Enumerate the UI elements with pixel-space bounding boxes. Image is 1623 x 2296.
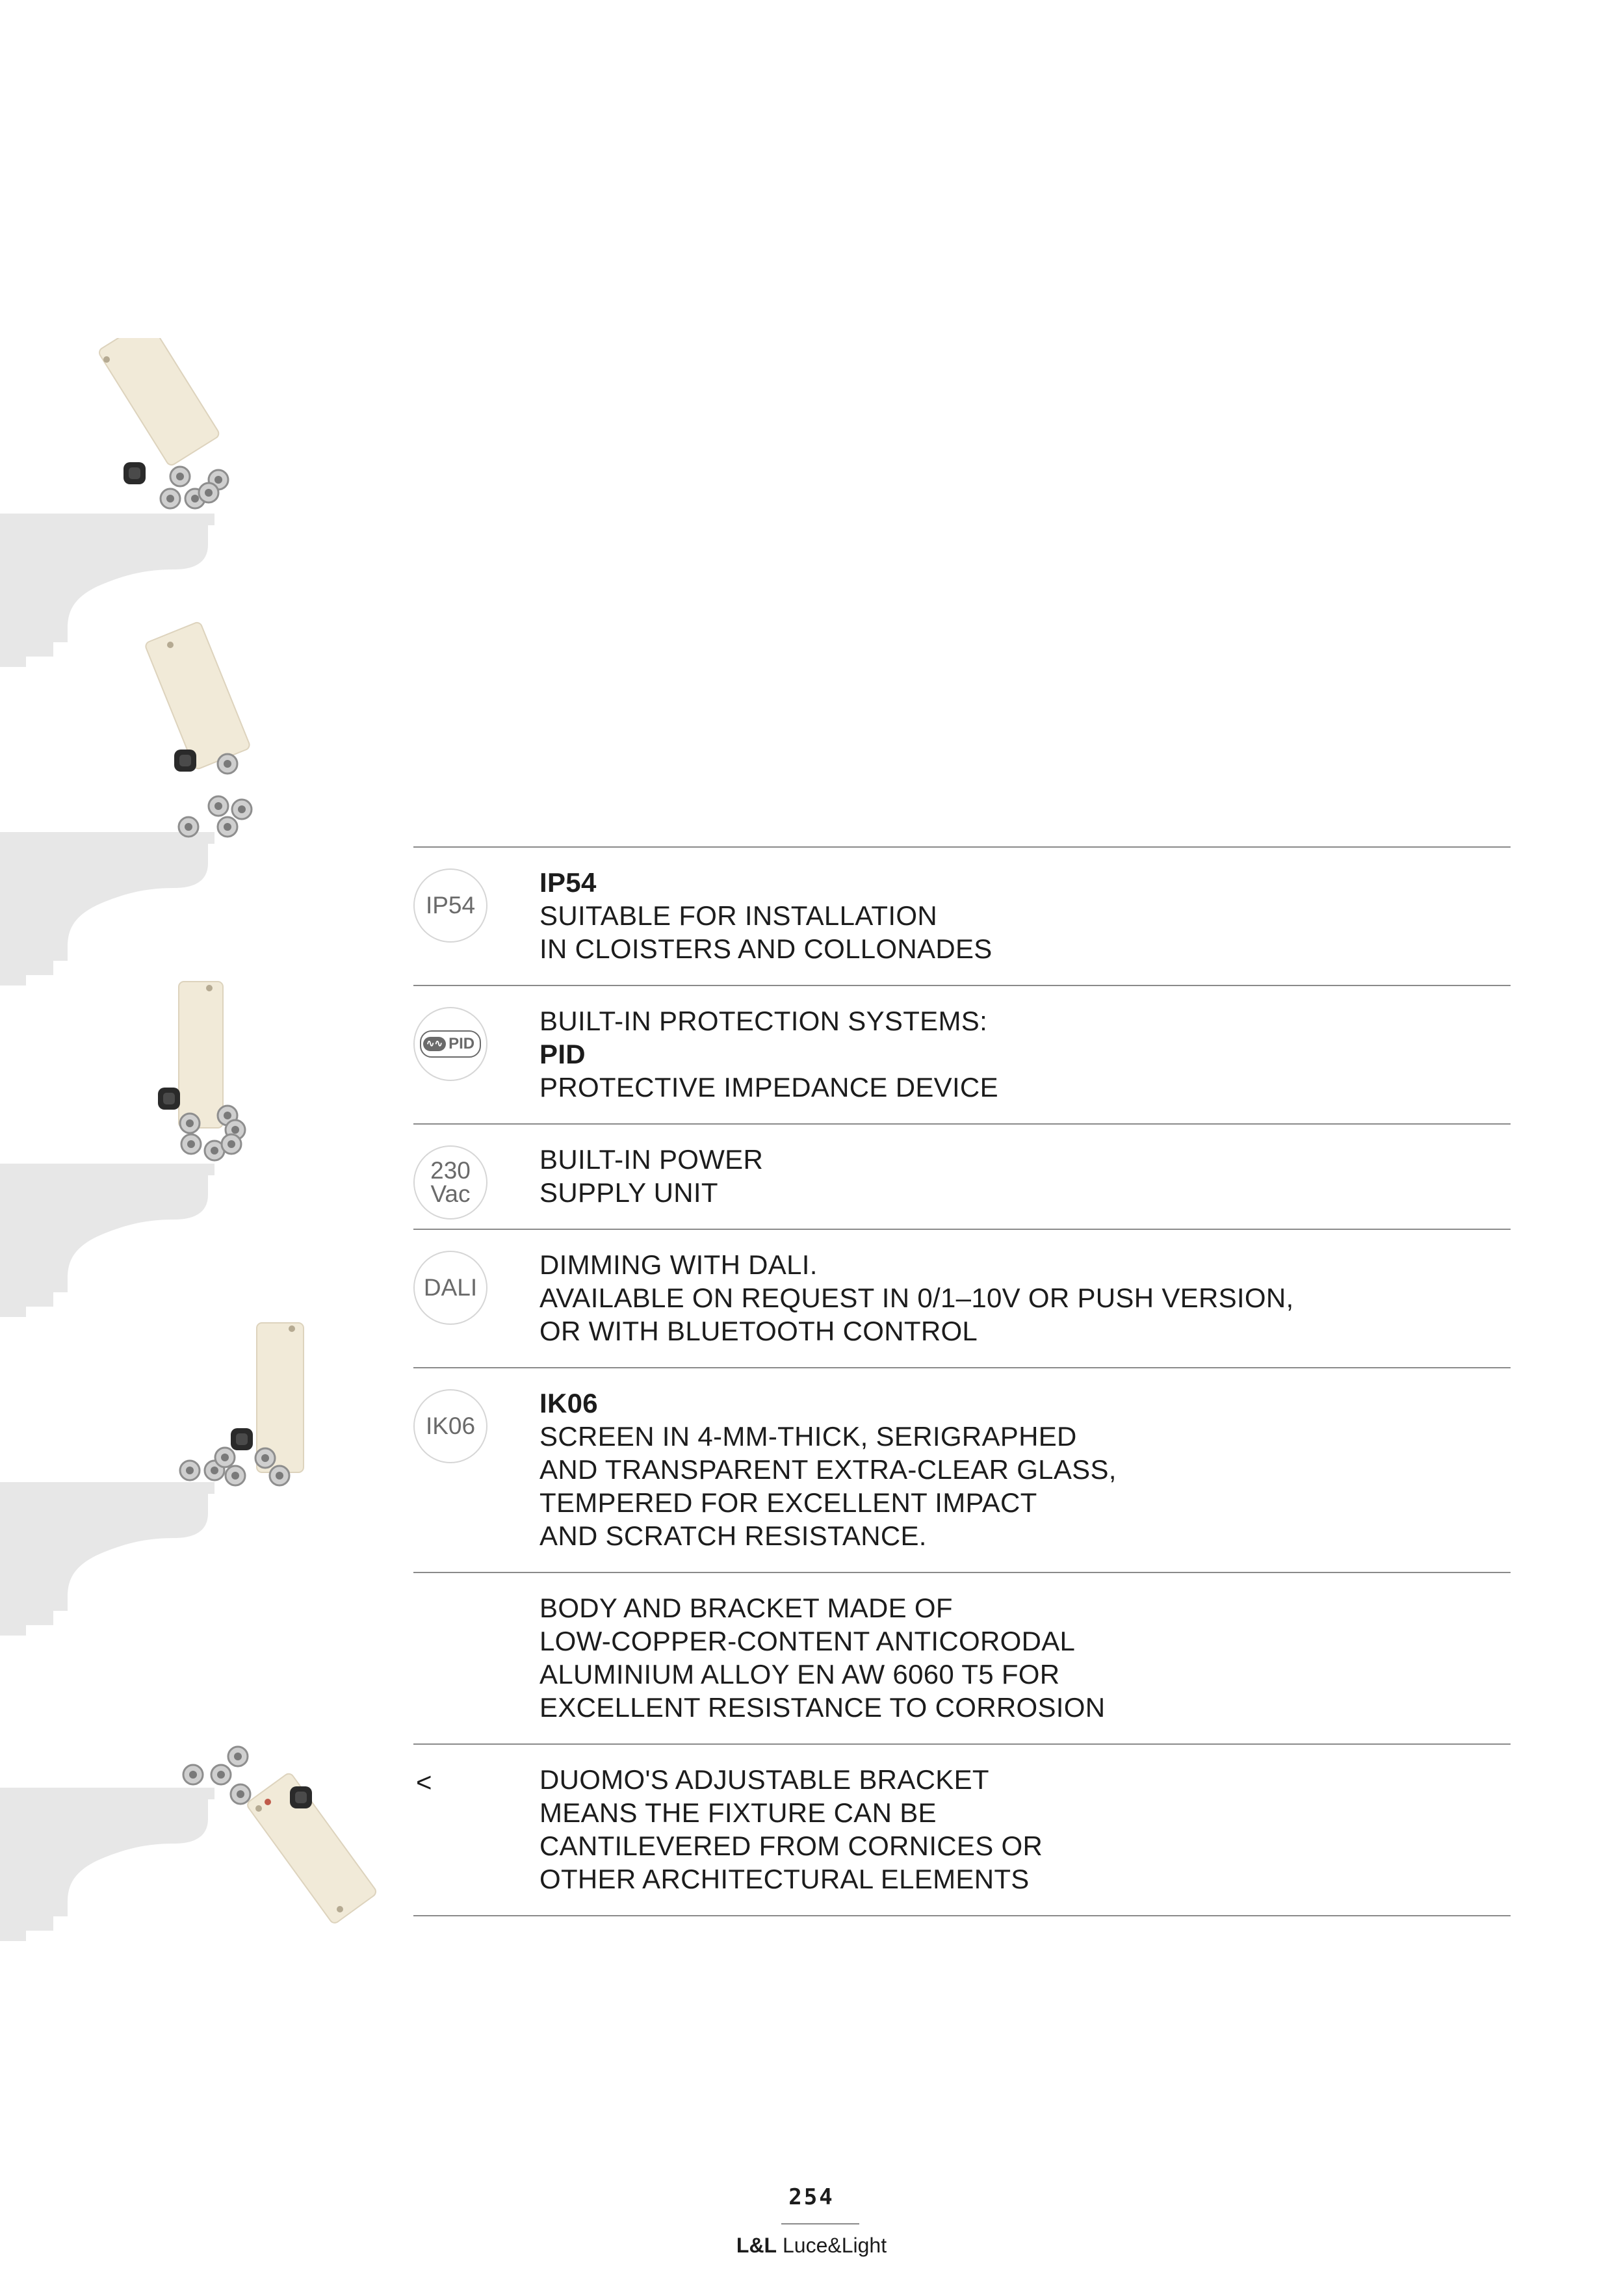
feature-power-supply xyxy=(413,1125,1511,1230)
feature-material xyxy=(413,1573,1511,1745)
feature-dali-text xyxy=(539,1248,1511,1348)
feature-line: PROTECTIVE IMPEDANCE DEVICE xyxy=(539,1072,998,1102)
brand-logo: L&L xyxy=(736,2234,777,2257)
feature-line: IN CLOISTERS AND COLLONADES xyxy=(539,933,993,964)
feature-bracket xyxy=(413,1745,1511,1916)
feature-line: CANTILEVERED FROM CORNICES OR xyxy=(539,1831,1043,1861)
feature-line: SCREEN IN 4-MM-THICK, SERIGRAPHED xyxy=(539,1421,1077,1452)
cornice-3 xyxy=(0,1164,214,1317)
feature-line: AND SCRATCH RESISTANCE. xyxy=(539,1520,927,1551)
pid-pill: ∿∿ PID xyxy=(420,1030,481,1058)
feature-title: IP54 xyxy=(539,867,597,898)
feature-line: TEMPERED FOR EXCELLENT IMPACT xyxy=(539,1487,1037,1518)
feature-line: BUILT-IN PROTECTION SYSTEMS: xyxy=(539,1006,988,1036)
fixture-1 xyxy=(97,338,228,508)
feature-ik06 xyxy=(413,1368,1511,1573)
feature-line: BUILT-IN POWER xyxy=(539,1144,764,1175)
chevron-left-icon: < xyxy=(416,1767,432,1797)
feature-ip54-text xyxy=(539,866,1511,965)
ik06-icon: IK06 xyxy=(413,1389,487,1463)
feature-list xyxy=(413,846,1511,1916)
feature-dali xyxy=(413,1230,1511,1368)
footer-divider xyxy=(781,2223,859,2224)
feature-bracket-text xyxy=(539,1763,1511,1896)
feature-line: OTHER ARCHITECTURAL ELEMENTS xyxy=(539,1864,1030,1894)
feature-line: LOW-COPPER-CONTENT ANTICORODAL xyxy=(539,1626,1076,1656)
fixture-2 xyxy=(144,621,252,837)
feature-title: IK06 xyxy=(539,1388,598,1418)
fixture-4 xyxy=(180,1323,304,1485)
feature-ik06-text xyxy=(539,1387,1511,1552)
feature-line: AND TRANSPARENT EXTRA-CLEAR GLASS, xyxy=(539,1454,1117,1485)
wave-icon: ∿∿ xyxy=(423,1037,446,1051)
feature-line: ALUMINIUM ALLOY EN AW 6060 T5 FOR xyxy=(539,1659,1060,1689)
feature-pid xyxy=(413,986,1511,1125)
feature-title: PID xyxy=(539,1039,586,1069)
fixture-5 xyxy=(183,1747,377,1925)
cornice-2 xyxy=(0,832,214,985)
feature-line: EXCELLENT RESISTANCE TO CORROSION xyxy=(539,1692,1106,1723)
fixture-illustration xyxy=(0,338,377,1963)
cornice-4 xyxy=(0,1482,214,1636)
cornice-5 xyxy=(0,1788,214,1941)
feature-line: SUITABLE FOR INSTALLATION xyxy=(539,900,937,931)
brand-name xyxy=(0,2234,1623,2258)
feature-line: OR WITH BLUETOOTH CONTROL xyxy=(539,1316,978,1346)
feature-line: DIMMING WITH DALI. xyxy=(539,1249,818,1280)
feature-line: SUPPLY UNIT xyxy=(539,1177,718,1208)
feature-line: BODY AND BRACKET MADE OF xyxy=(539,1593,953,1623)
brand-text: Luce&Light xyxy=(777,2234,887,2257)
page-number: 254 xyxy=(788,2184,835,2210)
feature-ip54 xyxy=(413,848,1511,986)
feature-line: MEANS THE FIXTURE CAN BE xyxy=(539,1797,937,1828)
feature-pid-text xyxy=(539,1004,1511,1104)
feature-power-supply-text xyxy=(539,1143,1511,1209)
dali-icon: DALI xyxy=(413,1251,487,1325)
feature-line: DUOMO'S ADJUSTABLE BRACKET xyxy=(539,1764,989,1795)
230vac-icon: 230 Vac xyxy=(413,1145,487,1220)
pid-icon xyxy=(413,1007,487,1081)
fixture-3 xyxy=(158,982,245,1160)
feature-material-text xyxy=(539,1591,1511,1724)
ip54-icon: IP54 xyxy=(413,868,487,943)
feature-line: AVAILABLE ON REQUEST IN 0/1–10V OR PUSH VERSION, xyxy=(539,1283,1294,1313)
